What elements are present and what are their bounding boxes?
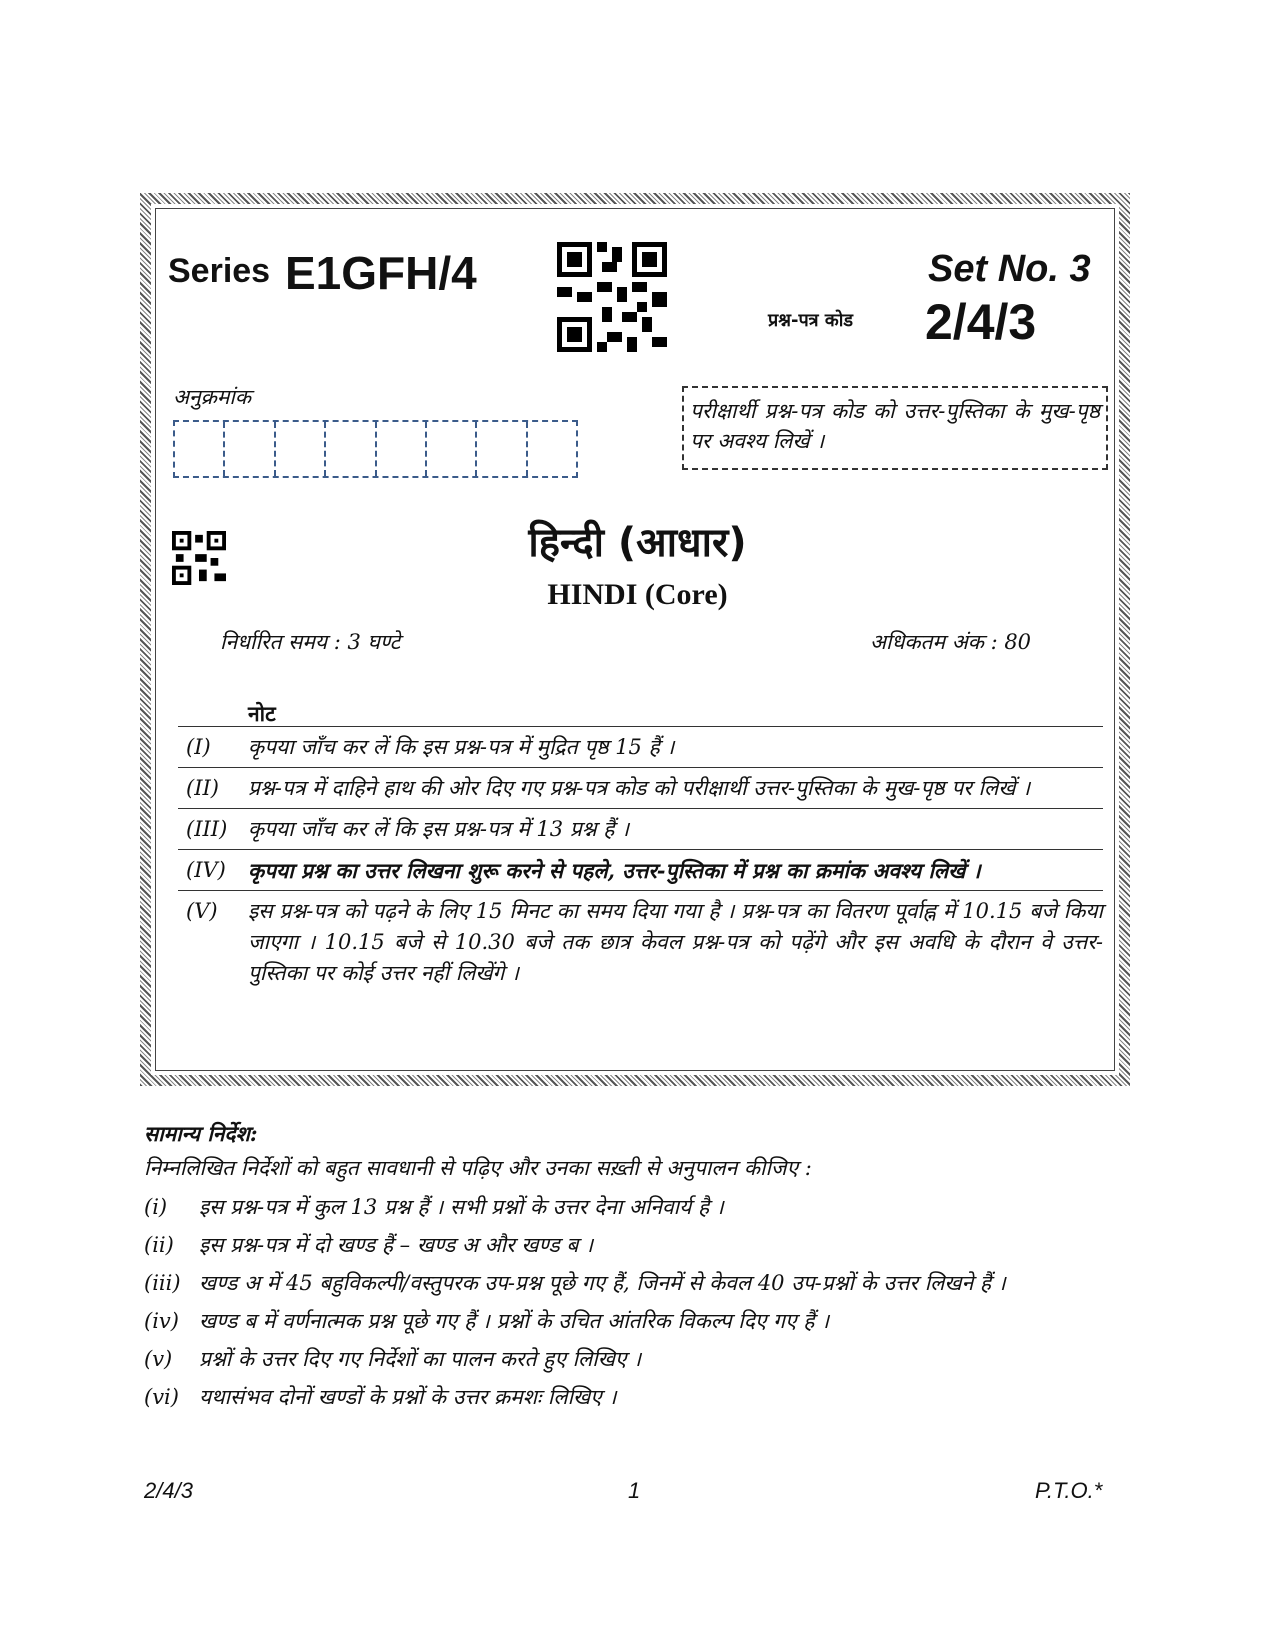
subject-title-hindi: हिन्दी (आधार) [528, 520, 747, 566]
qr-code-icon [556, 242, 668, 352]
instruction-text: खण्ड ब में वर्णनात्मक प्रश्न पूछे गए हैं । प्रश्नों के उचित आंतरिक विकल्प दिए गए हैं । [199, 1309, 830, 1333]
roll-box[interactable] [528, 422, 576, 476]
roll-box[interactable] [427, 422, 477, 476]
instruction-item [144, 1302, 1134, 1340]
note-list [178, 726, 1103, 993]
note-item [178, 890, 1103, 993]
instructions-intro: निम्नलिखित निर्देशों को बहुत सावधानी से पढ़िए और उनका सख़्ती से अनुपालन कीजिए : [144, 1156, 812, 1180]
instruction-text: खण्ड अ में 45 बहुविकल्पी/वस्तुपरक उप-प्रश्न पूछे गए हैं, जिनमें से केवल 40 उप-प्रश्नों के उत्तर लिखने हैं । [199, 1271, 1006, 1295]
note-text: प्रश्न-पत्र में दाहिने हाथ की ओर दिए गए प्रश्न-पत्र कोड को परीक्षार्थी उत्तर-पुस्तिका के मुख-पृष्ठ पर लिखें । [248, 776, 1031, 800]
note-number: (I) [186, 735, 211, 759]
footer-paper-code: 2/4/3 [144, 1478, 193, 1503]
note-text: कृपया प्रश्न का उत्तर लिखना शुरू करने से पहले, उत्तर-पुस्तिका में प्रश्न का क्रमांक अवश्य लिखें । [248, 858, 981, 883]
subject-title-english: HINDI (Core) [547, 578, 728, 611]
instruction-number: (vi) [144, 1385, 179, 1409]
instruction-text: प्रश्नों के उत्तर दिए गए निर्देशों का पालन करते हुए लिखिए । [199, 1347, 642, 1371]
general-instructions [144, 1120, 1134, 1416]
instruction-item [144, 1378, 1134, 1416]
roll-box[interactable] [477, 422, 527, 476]
note-text: इस प्रश्न-पत्र को पढ़ने के लिए 15 मिनट का समय दिया गया है । प्रश्न-पत्र का वितरण पूर्वाह्न में 10.15 बजे किया जाएगा । 10.15 बजे से 10.30 बजे तक छात्र केवल प्रश्न-पत्र को पढ़ेंगे और इस अवधि के दौरान वे उत्तर-पुस्तिका पर कोई उत्तर नहीं लिखेंगे । [248, 899, 1103, 985]
instructions-heading: सामान्य निर्देश: [144, 1121, 258, 1146]
note-number: (II) [186, 776, 219, 800]
set-number: Set No. 3 [928, 248, 1091, 290]
note-item [178, 767, 1103, 808]
roll-box[interactable] [175, 422, 225, 476]
time-allowed: निर्धारित समय : 3 घण्टे [220, 630, 401, 654]
code-notice: परीक्षार्थी प्रश्न-पत्र कोड को उत्तर-पुस्तिका के मुख-पृष्ठ पर अवश्य लिखें । [682, 386, 1108, 470]
roll-number-boxes[interactable] [173, 420, 578, 478]
note-number: (IV) [186, 858, 226, 882]
note-item [178, 849, 1103, 890]
instruction-item [144, 1188, 1134, 1226]
instruction-item [144, 1264, 1134, 1302]
note-item [178, 726, 1103, 767]
instruction-text: इस प्रश्न-पत्र में कुल 13 प्रश्न हैं । सभी प्रश्नों के उत्तर देना अनिवार्य है । [199, 1195, 724, 1219]
instruction-item [144, 1226, 1134, 1264]
max-marks: अधिकतम अंक : 80 [870, 630, 1032, 654]
instruction-item [144, 1340, 1134, 1378]
instruction-number: (i) [144, 1195, 168, 1219]
instruction-text: इस प्रश्न-पत्र में दो खण्ड हैं – खण्ड अ और खण्ड ब । [199, 1233, 594, 1257]
series-code: E1GFH/4 [285, 247, 477, 299]
instruction-text: यथासंभव दोनों खण्डों के प्रश्नों के उत्तर क्रमशः लिखिए । [199, 1385, 617, 1409]
note-number: (III) [186, 817, 228, 841]
roll-box[interactable] [326, 422, 376, 476]
series-label: Series [168, 252, 271, 290]
instruction-number: (ii) [144, 1233, 174, 1257]
paper-code: 2/4/3 [925, 294, 1037, 350]
instruction-number: (iii) [144, 1271, 181, 1295]
note-item [178, 808, 1103, 849]
paper-code-label: प्रश्न-पत्र कोड [768, 310, 853, 331]
note-text: कृपया जाँच कर लें कि इस प्रश्न-पत्र में मुद्रित पृष्ठ 15 हैं । [248, 735, 675, 759]
note-heading: नोट [248, 701, 276, 726]
instruction-number: (v) [144, 1347, 173, 1371]
instruction-number: (iv) [144, 1309, 179, 1333]
pto-label: P.T.O.* [1035, 1478, 1103, 1503]
page-number: 1 [628, 1478, 641, 1503]
roll-box[interactable] [225, 422, 275, 476]
note-text: कृपया जाँच कर लें कि इस प्रश्न-पत्र में 13 प्रश्न हैं । [248, 817, 630, 841]
roll-box[interactable] [377, 422, 427, 476]
roll-box[interactable] [276, 422, 326, 476]
roll-number-label: अनुक्रमांक [173, 385, 251, 409]
note-number: (V) [186, 899, 218, 923]
